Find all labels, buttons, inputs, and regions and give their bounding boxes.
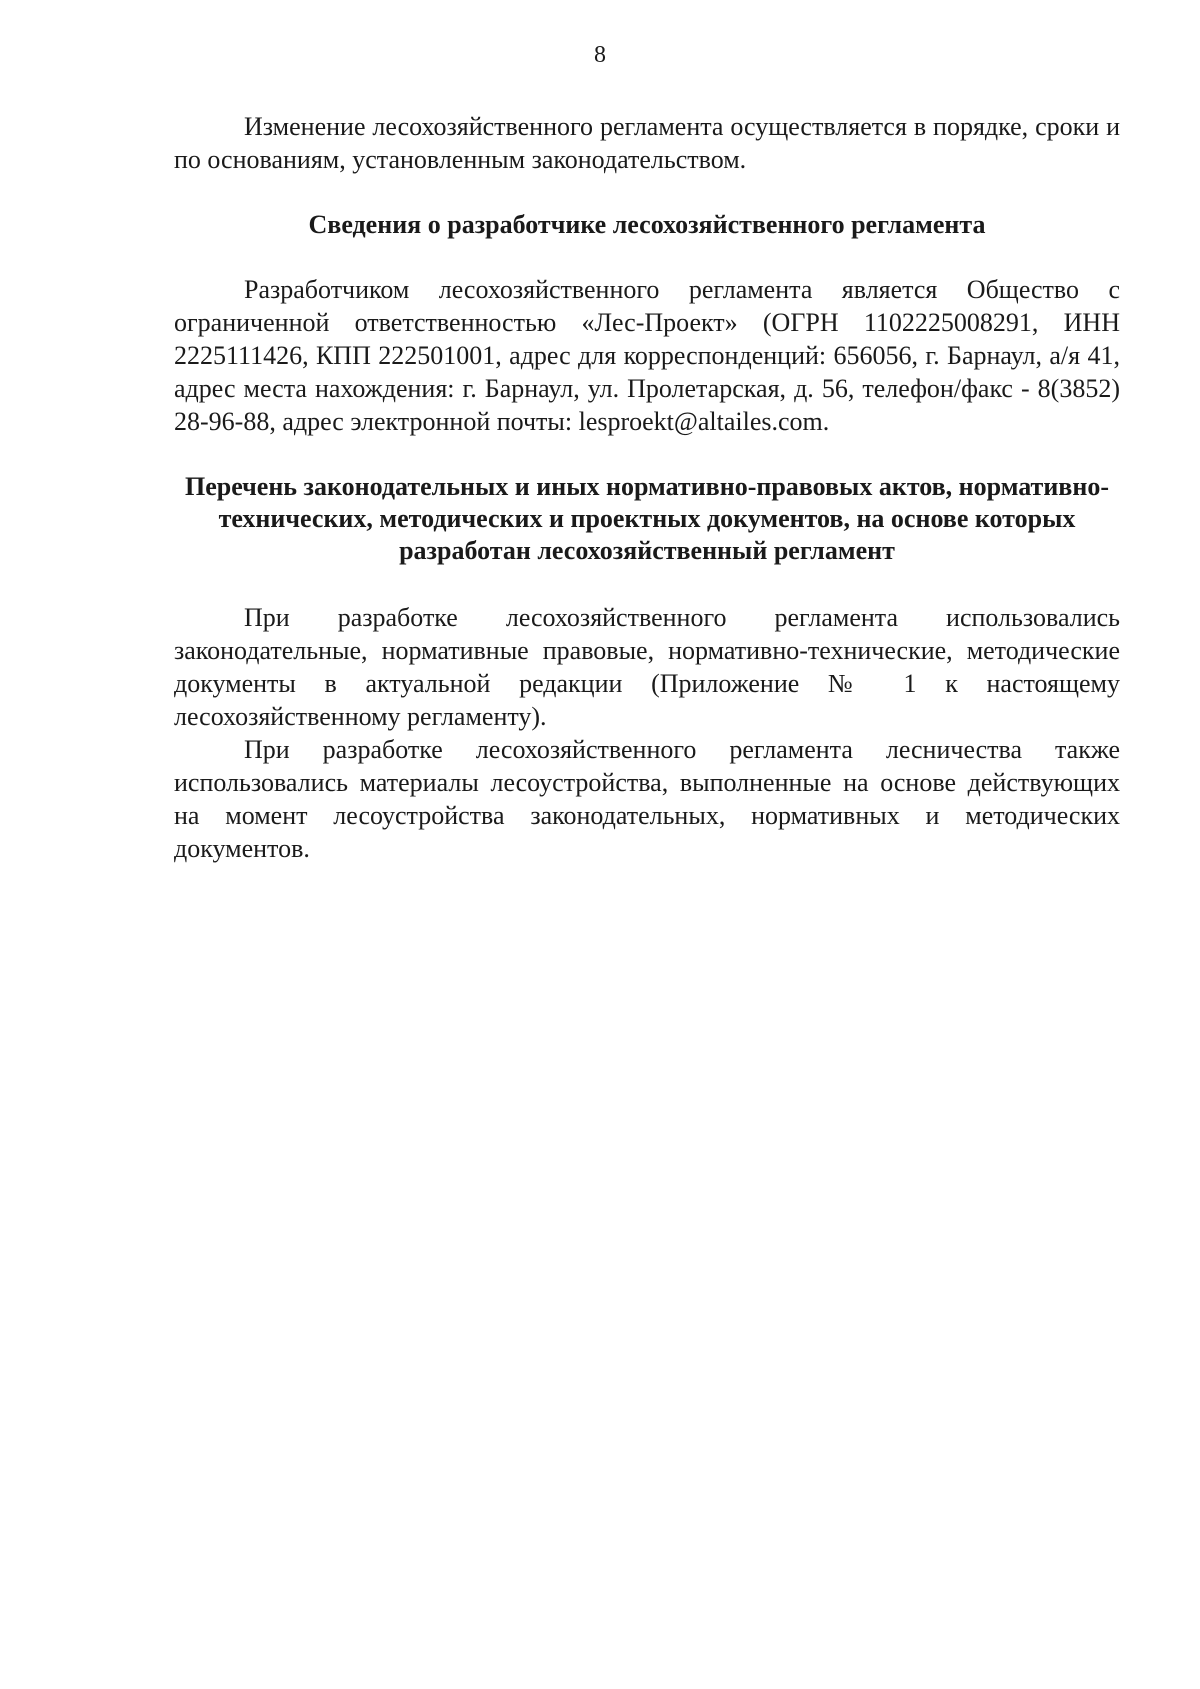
acts-paragraph-1: При разработке лесохозяйственного регламента использовались законодательные, нормативные правовые, нормативно-технические, методические документы в актуальной редакции (Приложение № 1 к настоящему лесохозяйственному регламенту). [174, 603, 1120, 731]
acts-heading: Перечень законодательных и иных нормативно-правовых актов, нормативно-технических, методических и проектных документов, на основе которых разработан лесохозяйственный регламент [185, 472, 1109, 565]
developer-paragraph: Разработчиком лесохозяйственного регламента является Общество с ограниченной ответственностью «Лес-Проект» (ОГРН 1102225008291, ИНН 2225111426, КПП 222501001, адрес для корреспонденций: 656056, г. Барнаул, а/я 41, адрес места нахождения: г. Барнаул, ул. Пролетарская, д. 56, телефон/факс - 8(3852) 28-96-88, адрес электронной почты: lesproekt@altailes.com. [174, 275, 1120, 436]
document-body [174, 110, 1120, 865]
acts-paragraph-2: При разработке лесохозяйственного регламента лесничества также использовались материалы лесоустройства, выполненные на основе действующих на момент лесоустройства законодательных, нормативных и методических документов. [174, 735, 1120, 863]
developer-heading: Сведения о разработчике лесохозяйственного регламента [308, 210, 986, 239]
intro-paragraph: Изменение лесохозяйственного регламента осуществляется в порядке, сроки и по основаниям, установленным законодательством. [174, 112, 1120, 174]
page-number: 8 [594, 42, 606, 68]
